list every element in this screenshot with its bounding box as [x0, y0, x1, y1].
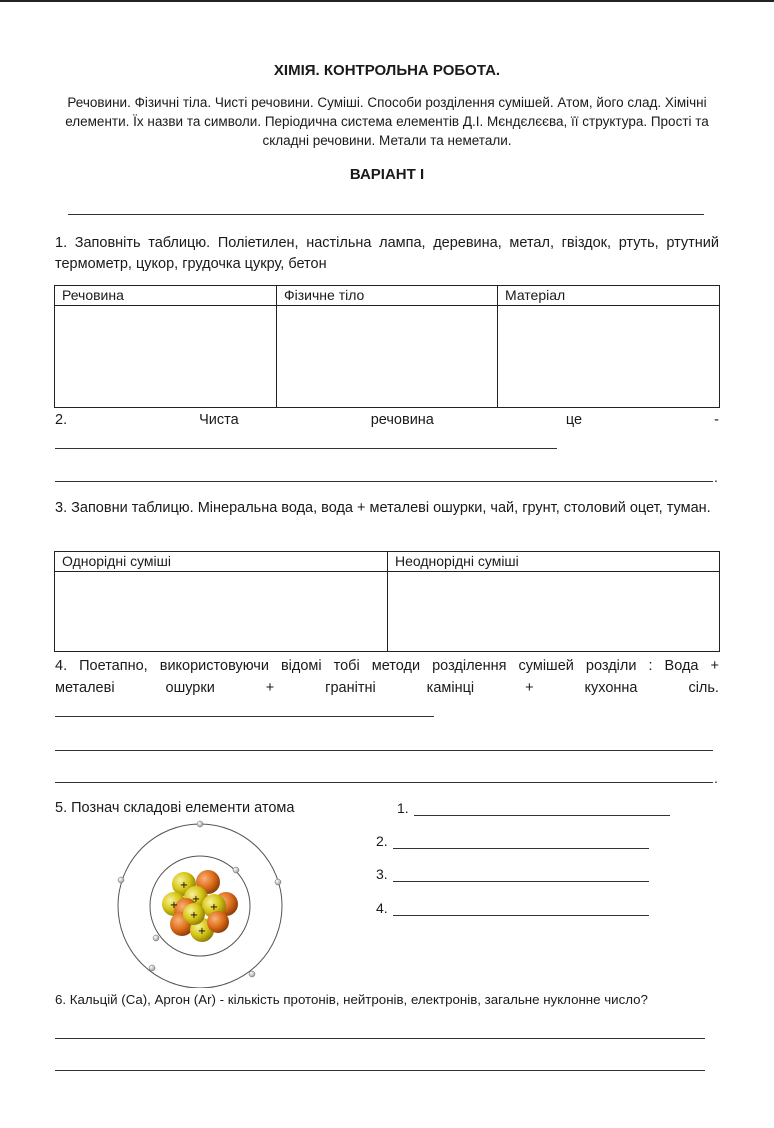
label-number: 3.: [376, 866, 388, 882]
answer-line[interactable]: [55, 481, 713, 482]
proton-sign: +: [189, 910, 199, 921]
topics-list: Речовини. Фізичні тіла. Чисті речовини. Суміші. Способи розділення сумішей. Атом, його слад. Хімічні елементи. Їх назви та символи. Періодична система елементів Д.І. Мєндєлєєва, її структура. Прості та складні речовини. Метали та неметали.: [65, 95, 709, 148]
nucleus: [162, 870, 238, 942]
question-6: 6. Кальцій (Ca), Аргон (Ar) - кількість протонів, нейтронів, електронів, загальне нуклонне число?: [55, 992, 648, 1007]
question-4-line1: 4. Поетапно, використовуючи відомі тобі методи розділення сумішей розділи : Вода +: [55, 658, 719, 674]
substance-table: [54, 285, 720, 408]
answer-line[interactable]: [414, 815, 670, 816]
cell-substance[interactable]: [55, 306, 277, 408]
proton-sign: +: [197, 926, 207, 937]
answer-line[interactable]: [55, 1070, 705, 1071]
answer-line[interactable]: [393, 848, 649, 849]
label-number: 4.: [376, 900, 388, 916]
proton-sign: +: [209, 902, 219, 913]
top-border: [0, 0, 774, 2]
proton-sign: +: [179, 880, 189, 891]
q4-word: +: [265, 680, 275, 696]
question-1: 1. Заповніть таблицю. Поліетилен, настільна лампа, деревина, метал, гвіздок, ртуть, ртутний термометр, цукор, грудочка цукру, бетон: [55, 235, 719, 272]
q4-word: сіль.: [688, 680, 719, 696]
q4-word: кухонна: [584, 680, 638, 696]
question-5: 5. Познач складові елементи атома: [55, 800, 295, 816]
question-2: [55, 410, 719, 431]
q4-word: камінці: [426, 680, 475, 696]
q4-word: гранітні: [325, 680, 376, 696]
cell-heterogeneous[interactable]: [388, 572, 720, 652]
label-number: 1.: [397, 800, 409, 816]
cell-physical-body[interactable]: [277, 306, 498, 408]
answer-line[interactable]: [55, 1038, 705, 1039]
page-title: ХІМІЯ. КОНТРОЛЬНА РОБОТА.: [273, 62, 501, 79]
cell-material[interactable]: [498, 306, 720, 408]
question-4-line2: [55, 678, 719, 699]
col-header-heterogeneous: Неоднорідні суміші: [388, 552, 720, 572]
answer-line[interactable]: [393, 915, 649, 916]
end-dot: .: [714, 770, 718, 786]
q4-word: +: [525, 680, 534, 696]
q2-word: це: [565, 412, 583, 428]
q2-word: 2.: [55, 412, 68, 428]
answer-line[interactable]: [55, 448, 557, 449]
q2-word: -: [714, 412, 719, 428]
atom-diagram: [108, 818, 292, 988]
end-dot: .: [714, 469, 718, 485]
label-number: 2.: [376, 833, 388, 849]
col-header-homogeneous: Однорідні суміші: [55, 552, 388, 572]
cell-homogeneous[interactable]: [55, 572, 388, 652]
q4-word: металеві: [55, 680, 115, 696]
mixtures-table: [54, 551, 720, 652]
question-3: 3. Заповни таблицю. Мінеральна вода, вода + металеві ошурки, чай, грунт, столовий оцет, туман.: [55, 500, 711, 516]
col-header-substance: Речовина: [55, 286, 277, 306]
q4-word: ошурки: [165, 680, 215, 696]
answer-line[interactable]: [393, 881, 649, 882]
q2-word: Чиста: [199, 412, 239, 428]
q2-word: речовина: [370, 412, 434, 428]
col-header-physical-body: Фізичне тіло: [277, 286, 498, 306]
answer-line[interactable]: [55, 782, 713, 783]
proton-sign: +: [169, 900, 179, 911]
variant-heading: ВАРІАНТ І: [349, 166, 425, 183]
header-divider: [68, 214, 704, 215]
answer-line[interactable]: [55, 716, 434, 717]
proton-sign: +: [191, 894, 201, 905]
answer-line[interactable]: [55, 750, 713, 751]
col-header-material: Матеріал: [498, 286, 720, 306]
